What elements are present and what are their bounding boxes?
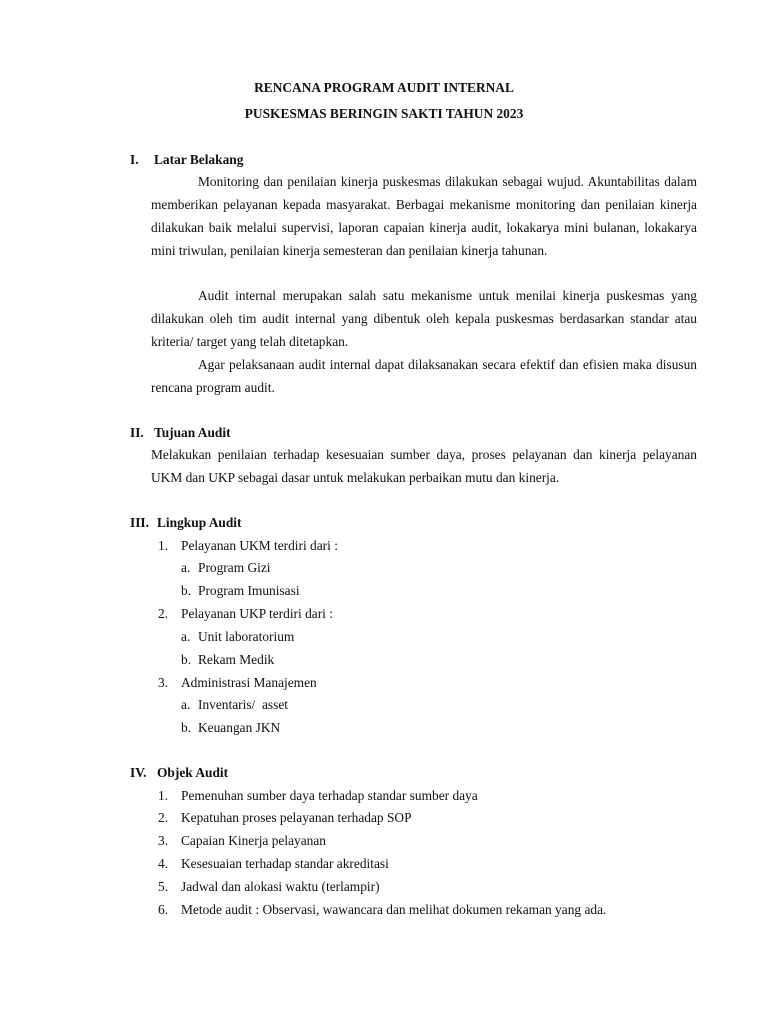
list-number: 5. (158, 879, 169, 894)
paragraph: Monitoring dan penilaian kinerja puskesmas dilakukan sebagai wujud. Akuntabilitas dalam memberikan pelayanan kepada masyarakat. Berbagai mekanisme monitoring dan penilaian kinerja dilakukan baik melalui supervisi, laporan capaian kinerja audit, lokakarya mini bulanan, lokakarya mini triwulan, penilaian kinerja semesteran dan penilaian kinerja tahunan. (151, 174, 697, 258)
sub-list-text: Program Gizi (198, 560, 271, 575)
section-title: Tujuan Audit (154, 425, 231, 440)
list-item (158, 856, 389, 872)
list-number: 1. (158, 788, 169, 803)
list-item (158, 902, 606, 918)
document-title: RENCANA PROGRAM AUDIT INTERNAL (254, 80, 514, 95)
sub-list-letter: b. (181, 652, 192, 667)
sub-list-item (181, 560, 271, 576)
sub-list-item (181, 652, 274, 668)
list-text: Metode audit : Observasi, wawancara dan melihat dokumen rekaman yang ada. (181, 902, 607, 917)
section-number: IV. (130, 765, 147, 780)
sub-list-letter: a. (181, 697, 191, 712)
list-number: 3. (158, 833, 169, 848)
list-text: Pemenuhan sumber daya terhadap standar sumber daya (181, 788, 478, 803)
list-number: 2. (158, 810, 169, 825)
sub-list-item (181, 583, 300, 599)
list-text: Kesesuaian terhadap standar akreditasi (181, 856, 389, 871)
list-number: 6. (158, 902, 169, 917)
sub-list-letter: b. (181, 720, 192, 735)
section-title: Latar Belakang (154, 152, 244, 167)
sub-list-text: Inventaris/ asset (198, 697, 288, 712)
sub-list-text: Rekam Medik (198, 652, 275, 667)
list-number: 1. (158, 538, 169, 553)
list-number: 2. (158, 606, 169, 621)
document-subtitle: PUSKESMAS BERINGIN SAKTI TAHUN 2023 (244, 106, 524, 121)
sub-list-text: Unit laboratorium (198, 629, 295, 644)
sub-list-letter: a. (181, 629, 191, 644)
list-text: Pelayanan UKM terdiri dari : (181, 538, 338, 553)
sub-list-item (181, 720, 280, 736)
sub-list-letter: a. (181, 560, 191, 575)
list-item (158, 788, 478, 804)
section-heading-tujuan-audit (130, 425, 231, 441)
list-text: Administrasi Manajemen (181, 675, 317, 690)
list-text: Pelayanan UKP terdiri dari : (181, 606, 333, 621)
section-number: I. (130, 152, 139, 167)
section-heading-latar-belakang (130, 152, 243, 168)
section-title: Objek Audit (157, 765, 229, 780)
section-number: III. (130, 515, 149, 530)
section-heading-lingkup-audit (130, 515, 242, 531)
list-text: Kepatuhan proses pelayanan terhadap SOP (181, 810, 412, 825)
list-item (158, 810, 412, 826)
section-number: II. (130, 425, 144, 440)
section-heading-objek-audit (130, 765, 228, 781)
list-item (158, 538, 338, 554)
list-item (158, 606, 333, 622)
list-text: Jadwal dan alokasi waktu (terlampir) (181, 879, 380, 894)
list-text: Capaian Kinerja pelayanan (181, 833, 326, 848)
section-title: Lingkup Audit (157, 515, 242, 530)
sub-list-text: Keuangan JKN (198, 720, 281, 735)
paragraph: Audit internal merupakan salah satu mekanisme untuk menilai kinerja puskesmas yang dilakukan oleh tim audit internal yang dibentuk oleh kepala puskesmas berdasarkan standar atau kriteria/ target yang telah ditetapkan. (151, 288, 697, 349)
paragraph: Agar pelaksanaan audit internal dapat dilaksanakan secara efektif dan efisien maka disusun rencana program audit. (151, 357, 697, 395)
sub-list-item (181, 629, 294, 645)
list-item (158, 833, 326, 849)
list-item (158, 879, 380, 895)
paragraph: Melakukan penilaian terhadap kesesuaian sumber daya, proses pelayanan dan kinerja pelayanan UKM dan UKP sebagai dasar untuk melakukan perbaikan mutu dan kinerja. (151, 447, 697, 485)
sub-list-item (181, 697, 288, 713)
sub-list-letter: b. (181, 583, 192, 598)
list-number: 3. (158, 675, 169, 690)
list-number: 4. (158, 856, 169, 871)
sub-list-text: Program Imunisasi (198, 583, 300, 598)
list-item (158, 675, 317, 691)
